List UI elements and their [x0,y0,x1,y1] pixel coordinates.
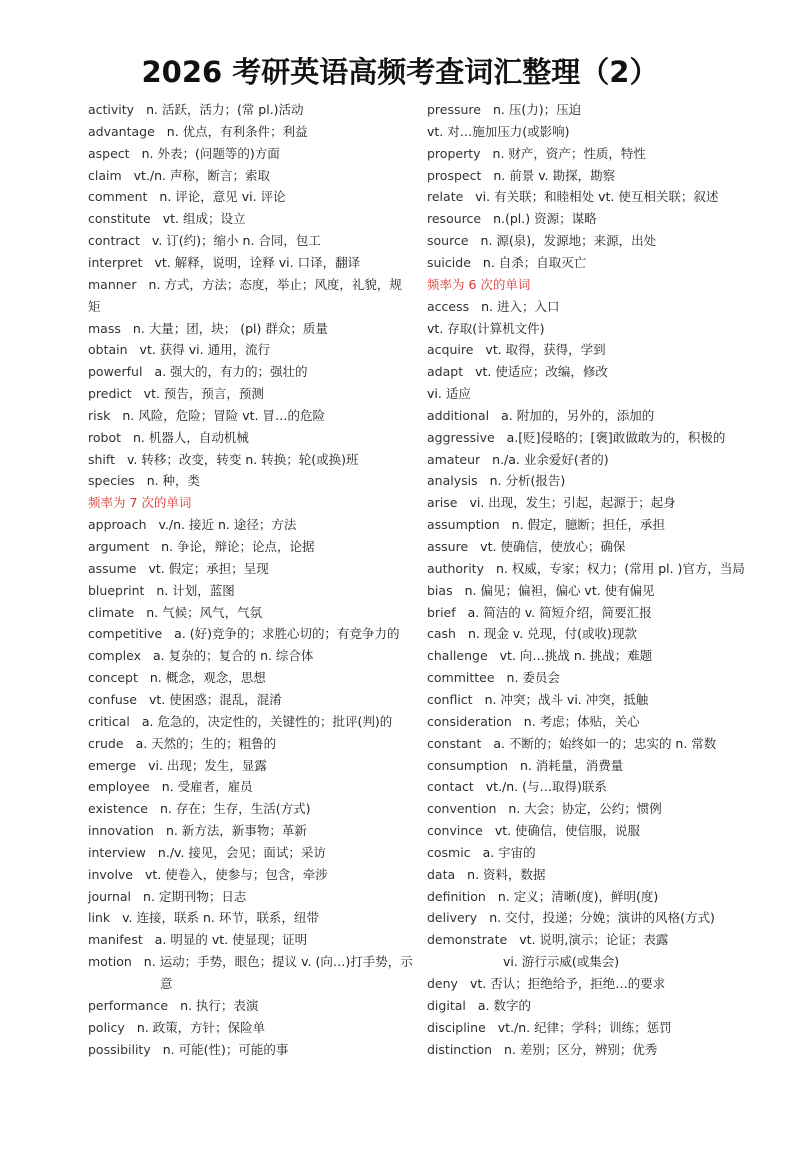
vocab-entry [88,798,418,820]
vocab-definition: a. 附加的，另外的，添加的 [501,407,655,423]
vocab-entry [88,842,418,864]
vocab-word: pressure [427,102,481,117]
vocab-definition: n. 定期刊物；日志 [143,888,247,904]
vocab-definition: n. 优点，有利条件；利益 [166,123,308,139]
vocab-entry [88,383,418,405]
vocab-entry [427,1017,772,1039]
vocab-entry [88,230,418,252]
vocab-definition: a. 不断的；始终如一的；忠实的 n. 常数 [493,735,717,751]
vocab-word: journal [88,888,132,904]
vocab-entry [427,820,772,842]
vocab-entry [88,143,418,165]
frequency-heading-label: 频率为 6 次的单词 [427,276,531,292]
vocab-word: argument [88,539,150,554]
vocab-entry [427,864,772,886]
vocab-entry [427,165,772,187]
vocab-word: involve [88,866,134,882]
vocab-word: aspect [88,145,130,161]
frequency-heading [427,274,772,296]
vocab-entry [88,558,418,580]
vocab-definition: n. 新方法，新事物；革新 [165,823,307,839]
vocab-word: claim [88,167,122,183]
vocab-definition: n. 气候；风气，气氛 [146,604,263,620]
vocab-word: consumption [427,757,508,773]
vocab-definition: vt. 使适应；改编，修改 [475,364,608,380]
vocab-entry [427,449,772,471]
vocab-word: constitute [88,211,151,227]
vocab-word: arise [427,495,458,511]
vocab-entry [427,711,772,733]
vocab-word: contact [427,779,474,795]
vocab-word: climate [88,604,135,620]
vocab-definition: a. 危急的，决定性的，关键性的；批评(判)的 [141,713,393,729]
vocab-entry [427,907,772,929]
vocab-entry [88,1039,418,1061]
vocab-word: link [88,910,111,926]
vocab-definition: n. 可能(性)；可能的事 [162,1041,289,1057]
vocab-definition: a. 天然的；生的；粗鲁的 [135,735,277,751]
vocab-entry [427,121,772,143]
vocab-definition: n. 大量；团，块； (pl) 群众；质量 [132,320,328,336]
vocab-word: approach [88,517,147,533]
vocab-definition: v. 订(约)；缩小 n. 合同，包工 [151,233,321,249]
vocab-entry [427,776,772,798]
vocab-definition: vt. 获得 vi. 通用，流行 [139,342,271,358]
vocab-definition: n. 执行；表演 [180,997,259,1013]
vocab-definition: vt. 解释，说明，诠释 vi. 口译，翻译 [154,254,361,270]
vocab-entry [88,405,418,427]
vocab-entry [88,536,418,558]
vocab-entry [427,514,772,536]
vocab-entry [88,339,418,361]
vocab-definition: v./n. 接近 n. 途径；方法 [158,517,297,533]
vocab-definition: vt. 使确信，使信服，说服 [494,823,641,839]
vocab-definition: n. 概念，观念，思想 [149,670,266,686]
vocab-definition: a. 复杂的；复合的 n. 综合体 [152,648,314,664]
vocab-word: motion [88,954,132,970]
vocab-word: analysis [427,473,478,489]
vocab-word: delivery [427,910,478,926]
vocab-word: existence [88,801,148,817]
vocab-definition: vi. 出现；发生，显露 [148,757,267,773]
vocab-entry [427,252,772,274]
vocab-word: conflict [427,691,473,707]
vocab-definition: n. 考虑；体贴，关心 [523,713,640,729]
vocab-definition: n. 现金 v. 兑现，付(或收)现款 [467,626,637,642]
vocab-word: assume [88,560,137,576]
vocab-definition: n. 偏见；偏袒，偏心 vt. 使有偏见 [464,582,655,598]
vocab-word: activity [88,102,135,117]
vocab-definition: n. 定义；清晰(度)，鲜明(度) [497,888,659,904]
vocab-word: digital [427,997,466,1013]
vocab-word: committee [427,670,495,686]
vocab-definition: v. 转移；改变，转变 n. 转换；轮(或换)班 [127,451,359,467]
vocab-entry [88,907,418,929]
vocab-word: cash [427,626,456,642]
vocab-entry [427,361,772,383]
vocab-definition: n./v. 接见，会见；面试；采访 [157,844,326,860]
vocab-word: possibility [88,1041,151,1057]
vocab-definition: n. 大会；协定，公约；惯例 [508,801,662,817]
vocab-entry [88,820,418,842]
vocab-word: confuse [88,691,137,707]
vocab-word: crude [88,735,124,751]
vocab-entry [88,580,418,602]
vocab-definition: n. 消耗量，消费量 [519,757,624,773]
vocab-definition: vt./n. (与…取得)联系 [485,779,607,795]
vocab-word: demonstrate [427,932,508,948]
vocab-entry [88,645,418,667]
vocab-definition: a. 宇宙的 [482,844,536,860]
vocab-word: robot [88,429,121,445]
vocab-entry [88,755,418,777]
vocab-word: assumption [427,517,500,533]
vocab-definition: n.(pl.) 资源；谋略 [493,211,597,227]
vocab-word: powerful [88,364,143,380]
vocab-entry [427,842,772,864]
vocab-definition: vt. 使困惑；混乱，混淆 [148,691,282,707]
vocab-definition: n. 交付，投递；分娩；演讲的风格(方式) [489,910,715,926]
vocab-word: species [88,473,135,489]
vocab-definition: n. 计划，蓝图 [156,582,235,598]
vocab-word: manifest [88,932,143,948]
vocab-entry [88,864,418,886]
vocab-entry [88,1017,418,1039]
vocab-word: suicide [427,254,471,270]
vocab-word: risk [88,407,111,423]
vocab-definition: n. 方式，方法；态度，举止；风度，礼貌，规 [148,276,402,292]
frequency-heading [88,492,418,514]
vocab-definition: a. 明显的 vt. 使显现；证明 [154,932,308,948]
vocab-word: discipline [427,1019,486,1035]
vocab-entry [88,121,418,143]
vocab-entry [427,143,772,165]
page-title: 2026 考研英语高频考查词汇整理（2） [141,55,659,89]
vocab-entry [88,514,418,536]
vocab-entry [88,99,418,121]
vocab-entry [427,296,772,318]
vocab-word: comment [88,189,148,205]
vocab-entry [427,886,772,908]
vocab-entry [427,208,772,230]
vocab-word: convention [427,801,497,817]
vocab-word: relate [427,189,464,205]
vocab-entry [88,711,418,733]
vocab-definition: n. 运动；手势，眼色；提议 v. (向…)打手势，示 [143,954,413,970]
vocab-entry [88,470,418,492]
vocab-definition: vi. 有关联；和睦相处 vt. 使互相关联；叙述 [475,189,719,205]
vocab-definition: n. 种，类 [146,473,201,489]
vocab-word: convince [427,823,483,839]
vocab-definition-continued: 矩 [88,298,101,314]
vocab-entry [88,886,418,908]
vocab-word: access [427,298,470,314]
vocab-word: distinction [427,1041,493,1057]
vocab-word: policy [88,1019,125,1035]
vocab-word: adapt [427,364,464,380]
vocab-definition: n. 差别；区分，辨别；优秀 [504,1041,658,1057]
vocab-word: advantage [88,123,155,139]
vocab-definition: n. 政策，方针；保险单 [136,1019,266,1035]
vocab-entry [427,667,772,689]
vocab-definition: n. 风险，危险；冒险 vt. 冒…的危险 [122,407,325,423]
vocab-definition: vt. 否认；拒绝给予，拒绝…的要求 [469,976,666,991]
vocab-definition: n. 受雇者，雇员 [161,779,253,795]
vocab-entry [427,623,772,645]
vocab-entry [427,99,772,121]
vocab-word: cosmic [427,844,471,860]
vocab-definition: n. 争论，辩论；论点，论据 [161,539,315,554]
vocab-word: source [427,233,469,249]
vocab-word: deny [427,976,458,991]
vocab-word: shift [88,451,115,467]
vocab-entry [427,230,772,252]
vocab-word: assure [427,539,469,554]
vocab-definition: n. 资料，数据 [467,866,546,882]
vocab-definition-sub: vi. 游行示威(或集会) [503,954,620,970]
vocab-entry [88,318,418,340]
vocab-definition: vt. 取得，获得，学到 [485,342,606,358]
vocab-definition: vt. 预告，预言，预测 [143,386,264,402]
vocab-definition: vt./n. 纪律；学科；训练；惩罚 [497,1019,672,1035]
vocab-entry [427,383,772,405]
vocab-entry [427,755,772,777]
vocab-word: interpret [88,254,143,270]
vocab-definition-continued: 意 [160,976,173,991]
vocab-word: manner [88,276,137,292]
vocab-definition: n. 外表；(问题等的)方面 [141,145,280,161]
vocab-definition: vt. 向…挑战 n. 挑战；难题 [499,648,653,664]
vocab-definition: vt. 使确信，使放心；确保 [480,539,626,554]
vocab-entry [427,580,772,602]
vocab-definition: a. (好)竞争的；求胜心切的；有竞争力的 [174,626,400,642]
vocab-word: definition [427,888,486,904]
vocab-entry [88,252,418,274]
vocab-definition: vt. 使卷入，使参与；包含，牵涉 [145,866,328,882]
vocab-entry [427,339,772,361]
vocab-word: blueprint [88,582,145,598]
vocab-definition: n. 活跃，活力；(常 pl.)活动 [146,102,304,117]
vocab-definition: a.[贬]侵略的；[褒]敢做敢为的，积极的 [506,429,726,445]
vocab-entry [88,689,418,711]
vocab-definition: n. 进入；入口 [481,298,560,314]
vocab-definition: n. 财产，资产；性质，特性 [492,145,646,161]
vocab-word: employee [88,779,150,795]
frequency-heading-label: 频率为 7 次的单词 [88,495,192,511]
vocab-definition: vt. 存取(计算机文件) [427,320,545,336]
vocab-entry [427,798,772,820]
vocab-word: amateur [427,451,481,467]
vocab-entry [88,361,418,383]
vocab-entry [427,602,772,624]
vocab-word: aggressive [427,429,495,445]
vocab-definition: vt. 说明,演示；论证；表露 [519,932,669,948]
vocab-word: obtain [88,342,128,358]
vocab-entry [427,536,772,558]
vocab-word: innovation [88,823,154,839]
vocab-word: predict [88,386,132,402]
vocab-entry [88,427,418,449]
vocab-entry [88,929,418,951]
vocab-word: constant [427,735,482,751]
vocab-definition: n. 存在；生存，生活(方式) [159,801,311,817]
vocab-entry [427,733,772,755]
vocab-definition: vi. 适应 [427,386,471,402]
vocab-entry [88,995,418,1017]
vocab-entry [88,733,418,755]
vocab-definition: n. 自杀；自取灭亡 [482,254,587,270]
vocab-entry [427,689,772,711]
vocab-word: resource [427,211,482,227]
vocab-word: competitive [88,626,163,642]
vocab-entry [88,165,418,187]
vocab-word: authority [427,560,484,576]
vocab-word: prospect [427,167,482,183]
vocab-word: challenge [427,648,488,664]
vocab-entry [427,427,772,449]
vocab-definition: n. 源(泉)，发源地；来源，出处 [480,233,657,249]
vocab-word: concept [88,670,138,686]
vocab-entry [427,470,772,492]
vocab-definition: n. 分析(报告) [489,473,566,489]
vocab-definition: n. 冲突；战斗 vi. 冲突，抵触 [484,691,649,707]
vocab-entry [427,973,772,995]
vocab-word: emerge [88,757,137,773]
vocab-word: additional [427,407,490,423]
vocab-definition: a. 数字的 [477,997,531,1013]
vocab-word: acquire [427,342,474,358]
vocab-entry [427,645,772,667]
vocab-entry [88,776,418,798]
vocab-word: property [427,145,481,161]
vocab-word: data [427,866,456,882]
vocab-entry [88,602,418,624]
vocab-entry [427,405,772,427]
vocab-word: interview [88,844,146,860]
vocab-entry [88,274,418,296]
vocab-entry [88,208,418,230]
vocab-definition: n. 机器人，自动机械 [133,429,249,445]
vocab-word: performance [88,997,169,1013]
vocab-entry [427,186,772,208]
vocab-entry [427,558,772,580]
vocab-word: consideration [427,713,512,729]
vocab-definition: n. 委员会 [506,670,560,686]
vocab-definition: a. 强大的，有力的；强壮的 [154,364,308,380]
vocab-entry [88,667,418,689]
vocab-definition: n. 假定，臆断；担任，承担 [511,517,666,533]
vocab-definition: vt. 对…施加压力(或影响) [427,123,570,139]
vocab-definition: vi. 出现，发生；引起，起源于；起身 [469,495,676,511]
vocab-entry [427,318,772,340]
vocab-entry [88,449,418,471]
vocab-word: contract [88,233,140,249]
vocab-definition: v. 连接，联系 n. 环节，联系，纽带 [122,910,319,926]
vocab-definition: vt./n. 声称，断言；索取 [133,167,271,183]
vocab-entry [427,1039,772,1061]
vocab-definition: n. 权威，专家；权力；(常用 pl. )官方，当局 [495,560,745,576]
vocab-word: mass [88,320,121,336]
vocab-entry [427,929,772,951]
vocab-definition: a. 简洁的 v. 简短介绍，简要汇报 [467,604,652,620]
vocab-definition: n. 评论，意见 vi. 评论 [159,189,286,205]
vocab-entry [427,995,772,1017]
vocab-entry [88,623,418,645]
vocab-word: brief [427,604,456,620]
vocab-entry [427,492,772,514]
vocab-word: critical [88,713,130,729]
vocab-definition: n./a. 业余爱好(者的) [492,451,609,467]
vocab-definition: n. 压(力)；压迫 [493,102,582,117]
vocab-entry [88,186,418,208]
vocab-entry [88,951,418,973]
vocab-definition: n. 前景 v. 勘探，勘察 [493,167,616,183]
vocab-definition: vt. 假定；承担；呈现 [148,560,269,576]
vocab-word: bias [427,582,453,598]
vocab-word: complex [88,648,141,664]
vocab-definition: vt. 组成；设立 [162,211,246,227]
